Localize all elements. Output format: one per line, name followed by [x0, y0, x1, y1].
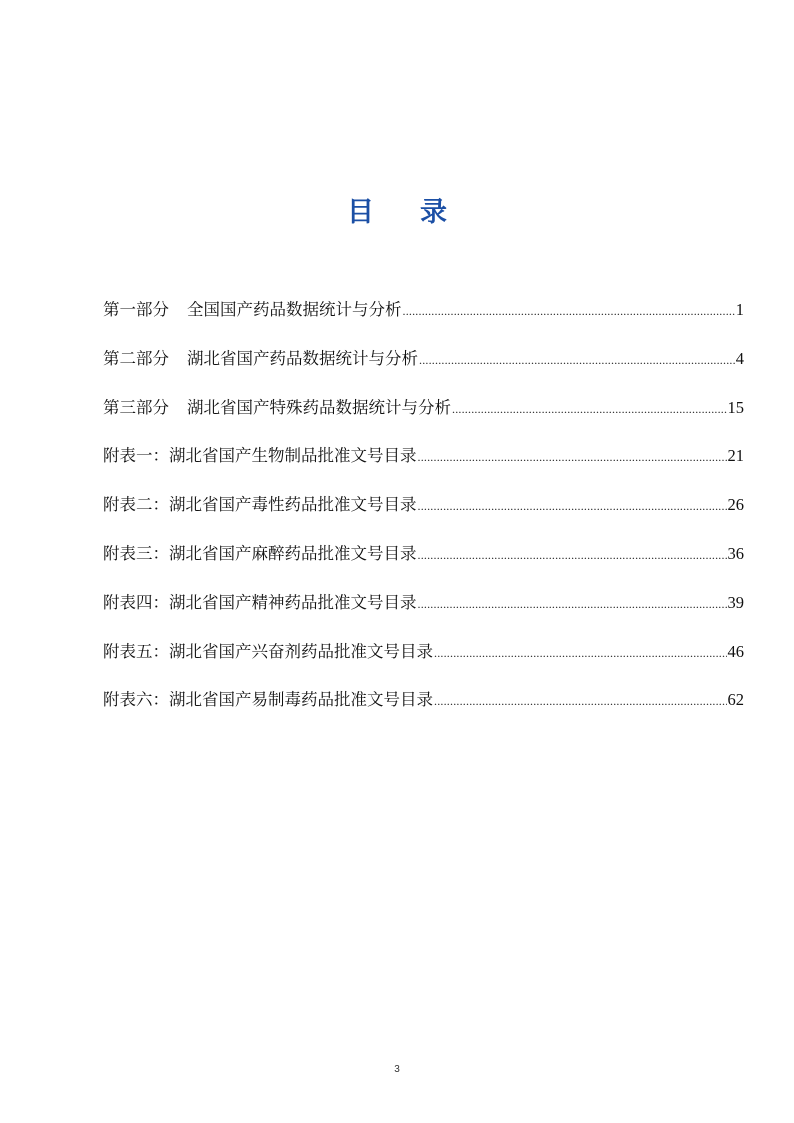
- toc-page-number: 21: [727, 446, 744, 466]
- toc-leader-dots: [418, 541, 727, 569]
- toc-entry-part-1[interactable]: [103, 296, 744, 345]
- toc-prefix: 附表二：: [103, 495, 169, 515]
- toc-entry-appendix-2[interactable]: [103, 491, 744, 540]
- toc-leader-dots: [434, 687, 727, 715]
- toc-page-number: 1: [735, 300, 744, 319]
- table-of-contents: [103, 296, 744, 735]
- toc-entry-appendix-4[interactable]: [103, 589, 744, 638]
- toc-entry-part-2[interactable]: [103, 345, 744, 394]
- toc-text: 湖北省国产药品数据统计与分析: [187, 348, 418, 368]
- toc-entry-part-3[interactable]: [103, 394, 744, 443]
- title-char-1: 目: [347, 197, 374, 228]
- toc-text: 湖北省国产毒性药品批准文号目录: [169, 495, 417, 515]
- toc-text: 湖北省国产生物制品批准文号目录: [169, 446, 417, 466]
- toc-prefix: 第三部分: [103, 397, 169, 417]
- toc-prefix: 第二部分: [103, 348, 169, 368]
- toc-text: 湖北省国产易制毒药品批准文号目录: [169, 690, 433, 710]
- toc-prefix: 附表四：: [103, 592, 169, 612]
- toc-page-number: 15: [727, 397, 744, 417]
- toc-leader-dots: [452, 395, 727, 423]
- toc-entry-appendix-5[interactable]: [103, 638, 744, 687]
- toc-prefix: 附表三：: [103, 543, 169, 563]
- toc-entry-appendix-3[interactable]: [103, 540, 744, 589]
- toc-text: 湖北省国产兴奋剂药品批准文号目录: [169, 641, 433, 661]
- toc-page-number: 36: [727, 543, 744, 563]
- toc-page-number: 46: [727, 641, 744, 661]
- toc-leader-dots: [418, 443, 727, 471]
- toc-leader-dots: [418, 492, 727, 520]
- toc-prefix: 第一部分: [103, 300, 169, 319]
- footer-page-number: 3: [394, 1064, 400, 1075]
- toc-leader-dots: [418, 590, 727, 618]
- toc-prefix: 附表六：: [103, 690, 169, 710]
- page-title: [0, 190, 794, 229]
- toc-leader-dots: [403, 297, 735, 325]
- toc-text: 湖北省国产麻醉药品批准文号目录: [169, 543, 417, 563]
- toc-entry-appendix-6[interactable]: [103, 686, 744, 735]
- toc-text: 湖北省国产精神药品批准文号目录: [169, 592, 417, 612]
- toc-entry-appendix-1[interactable]: [103, 442, 744, 491]
- toc-page-number: 39: [727, 592, 744, 612]
- toc-page-number: 62: [727, 690, 744, 710]
- toc-page-number: 26: [727, 495, 744, 515]
- toc-leader-dots: [419, 346, 735, 374]
- toc-leader-dots: [434, 639, 727, 667]
- toc-text: 全国国产药品数据统计与分析: [187, 300, 402, 319]
- toc-prefix: 附表五：: [103, 641, 169, 661]
- toc-page-number: 4: [735, 348, 744, 368]
- title-char-2: 录: [420, 197, 447, 228]
- toc-prefix: 附表一：: [103, 446, 169, 466]
- toc-text: 湖北省国产特殊药品数据统计与分析: [187, 397, 451, 417]
